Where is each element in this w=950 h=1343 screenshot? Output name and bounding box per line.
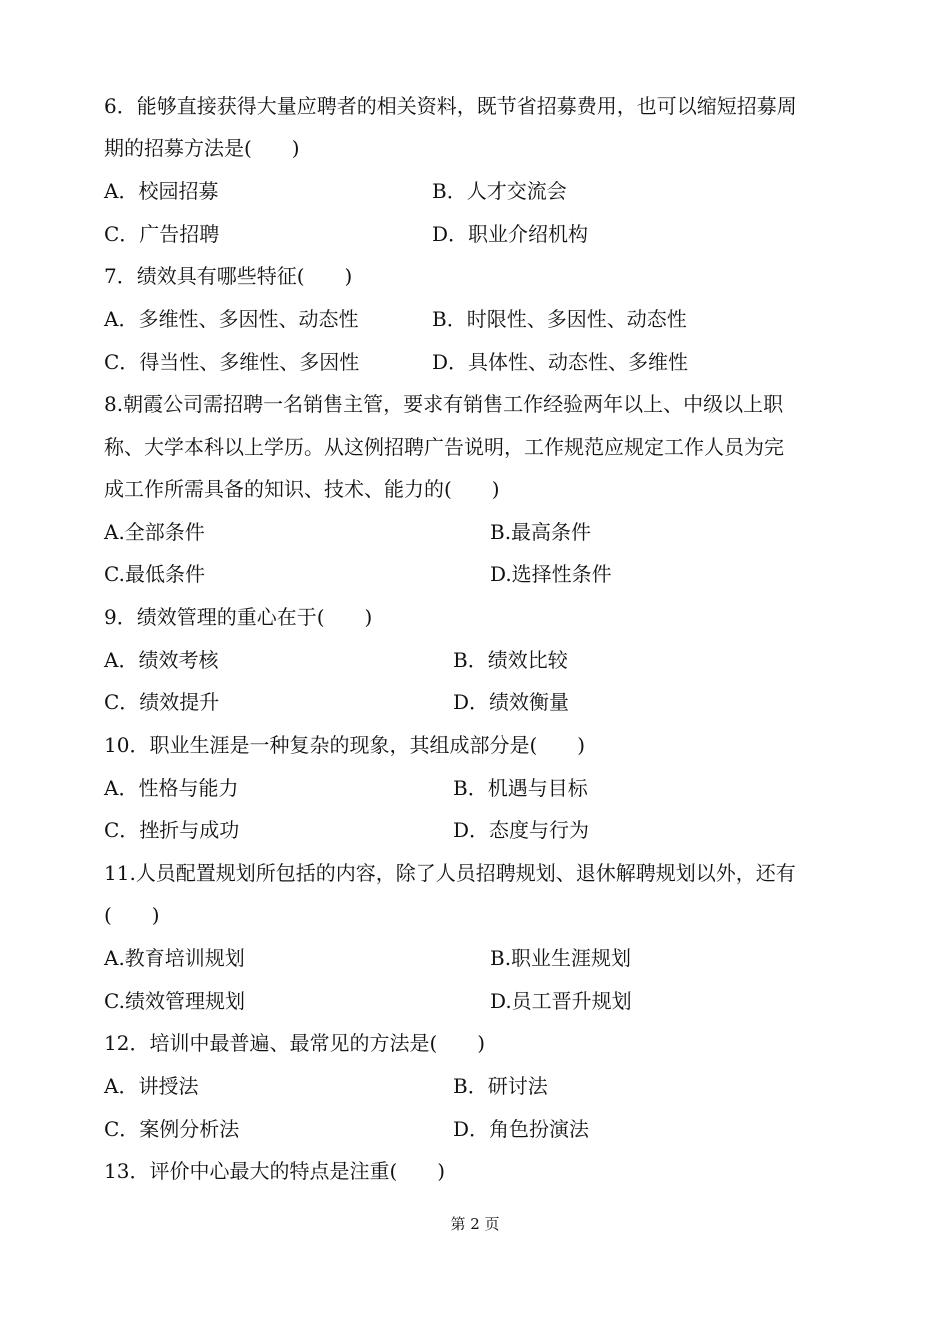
q7-option-b: B．时限性、多因性、动态性 bbox=[432, 307, 687, 331]
q11-stem-line2: ( ) bbox=[104, 903, 160, 927]
q12-option-a: A．讲授法 bbox=[104, 1074, 199, 1098]
q8-stem-line3: 成工作所需具备的知识、技术、能力的( ) bbox=[104, 477, 500, 501]
q8-option-b: B.最高条件 bbox=[490, 520, 592, 544]
q11-option-b: B.职业生涯规划 bbox=[490, 946, 632, 970]
q6-option-d: D．职业介绍机构 bbox=[432, 222, 589, 246]
q7-option-c: C．得当性、多维性、多因性 bbox=[104, 350, 360, 374]
q12-option-d: D．角色扮演法 bbox=[453, 1117, 590, 1141]
q12-stem: 12．培训中最普遍、最常见的方法是( ) bbox=[104, 1031, 486, 1055]
q11-stem-line1: 11.人员配置规划所包括的内容，除了人员招聘规划、退休解聘规划以外，还有 bbox=[104, 861, 796, 885]
q9-stem: 9．绩效管理的重心在于( ) bbox=[104, 605, 373, 629]
q7-option-d: D．具体性、动态性、多维性 bbox=[432, 350, 689, 374]
q8-stem-line2: 称、大学本科以上学历。从这例招聘广告说明，工作规范应规定工作人员为完 bbox=[104, 435, 784, 459]
q8-stem-line1: 8.朝霞公司需招聘一名销售主管，要求有销售工作经验两年以上、中级以上职 bbox=[104, 392, 784, 416]
q6-stem-line1: 6．能够直接获得大量应聘者的相关资料，既节省招募费用，也可以缩短招募周 bbox=[104, 94, 797, 118]
q11-option-d: D.员工晋升规划 bbox=[490, 989, 632, 1013]
q10-stem: 10．职业生涯是一种复杂的现象，其组成部分是( ) bbox=[104, 733, 586, 757]
q8-option-d: D.选择性条件 bbox=[490, 562, 612, 586]
q10-option-a: A．性格与能力 bbox=[104, 776, 239, 800]
q12-option-c: C．案例分析法 bbox=[104, 1117, 240, 1141]
page-number: 第 2 页 bbox=[450, 1215, 500, 1233]
q7-option-a: A．多维性、多因性、动态性 bbox=[104, 307, 359, 331]
q10-option-b: B．机遇与目标 bbox=[453, 776, 588, 800]
q13-stem: 13．评价中心最大的特点是注重( ) bbox=[104, 1159, 446, 1183]
q10-option-d: D．态度与行为 bbox=[453, 818, 590, 842]
q9-option-c: C．绩效提升 bbox=[104, 690, 220, 714]
q7-stem: 7．绩效具有哪些特征( ) bbox=[104, 264, 353, 288]
q6-option-c: C．广告招聘 bbox=[104, 222, 220, 246]
q12-option-b: B．研讨法 bbox=[453, 1074, 548, 1098]
q9-option-b: B．绩效比较 bbox=[453, 648, 568, 672]
q9-option-d: D．绩效衡量 bbox=[453, 690, 570, 714]
q6-stem-line2: 期的招募方法是( ) bbox=[104, 136, 300, 160]
q6-option-b: B．人才交流会 bbox=[432, 179, 567, 203]
q9-option-a: A．绩效考核 bbox=[104, 648, 219, 672]
q10-option-c: C．挫折与成功 bbox=[104, 818, 240, 842]
q8-option-c: C.最低条件 bbox=[104, 562, 205, 586]
q11-option-c: C.绩效管理规划 bbox=[104, 989, 245, 1013]
q6-option-a: A．校园招募 bbox=[104, 179, 219, 203]
q11-option-a: A.教育培训规划 bbox=[104, 946, 245, 970]
q8-option-a: A.全部条件 bbox=[104, 520, 205, 544]
